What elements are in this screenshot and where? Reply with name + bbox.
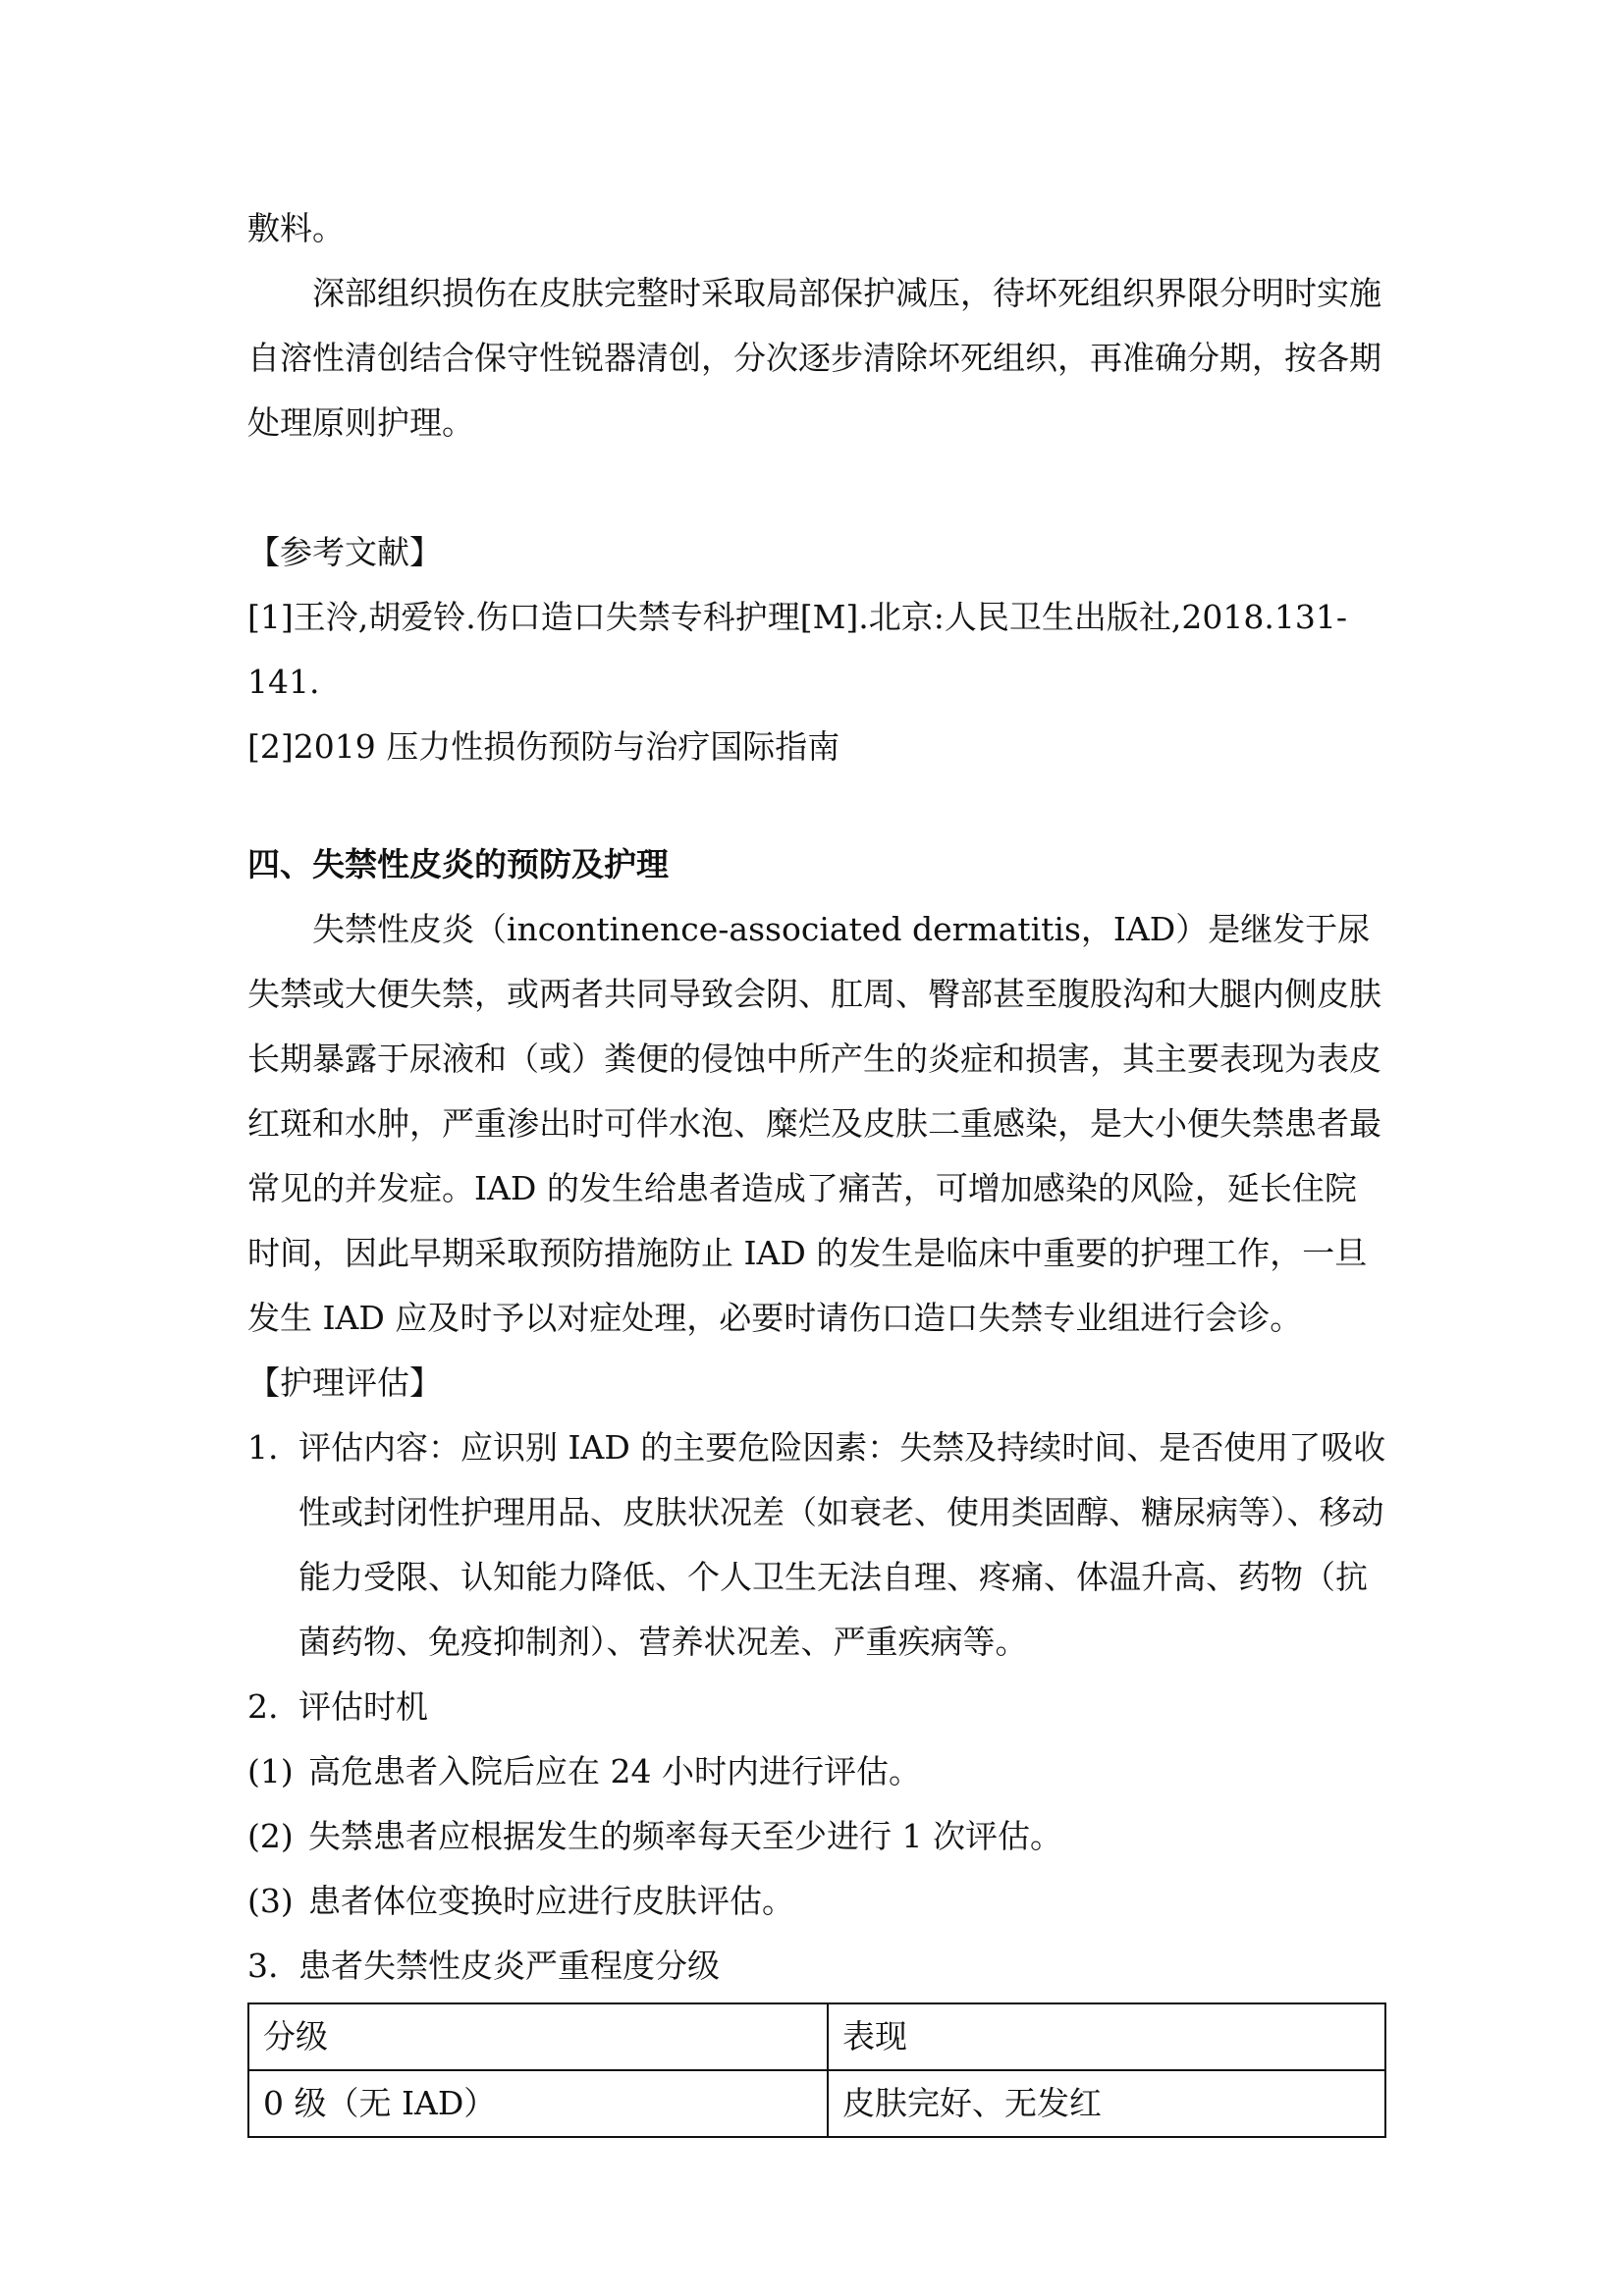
- iad-severity-table: [247, 2002, 1386, 2138]
- table-cell-grade: 0 级（无 IAD）: [248, 2070, 828, 2137]
- assessment-item-2: [247, 1675, 1386, 1739]
- subitem-text: 患者体位变换时应进行皮肤评估。: [308, 1882, 794, 1920]
- item-text: 患者失禁性皮炎严重程度分级: [298, 1947, 720, 1985]
- table-header-row: [248, 2003, 1385, 2070]
- document-page: [247, 196, 1386, 2138]
- subitem-number: (2): [247, 1817, 294, 1855]
- spacer: [247, 779, 1386, 832]
- item-number: 1.: [247, 1428, 279, 1467]
- assessment-subitem-3: [247, 1869, 1386, 1934]
- subitem-number: (3): [247, 1882, 294, 1920]
- assessment-subitem-2: [247, 1804, 1386, 1869]
- table-header-manifestation: 表现: [828, 2003, 1385, 2070]
- table-header-grade: 分级: [248, 2003, 828, 2070]
- table-row: [248, 2070, 1385, 2137]
- item-text: 评估时机: [298, 1687, 428, 1726]
- assessment-subitem-1: [247, 1739, 1386, 1804]
- reference-item-2: [2]2019 压力性损伤预防与治疗国际指南: [247, 727, 840, 766]
- reference-item-1: [1]王泠,胡爱铃.伤口造口失禁专科护理[M].北京:人民卫生出版社,2018.131-141.: [247, 598, 1347, 701]
- assessment-item-3: [247, 1934, 1386, 1999]
- section-title: 四、失禁性皮炎的预防及护理: [247, 845, 669, 883]
- item-number: 2.: [247, 1687, 279, 1726]
- assessment-heading: 【护理评估】: [247, 1363, 442, 1402]
- assessment-item-1: [247, 1415, 1386, 1675]
- section-intro-paragraph: 失禁性皮炎（incontinence-associated dermatitis，IAD）是继发于尿失禁或大便失禁，或两者共同导致会阴、肛周、臀部甚至腹股沟和大腿内侧皮肤长期暴露于尿液和（或）粪便的侵蚀中所产生的炎症和损害，其主要表现为表皮红斑和水肿，严重渗出时可伴水泡、糜烂及皮肤二重感染，是大小便失禁患者最常见的并发症。IAD 的发生给患者造成了痛苦，可增加感染的风险，延长住院时间，因此早期采取预防措施防止 IAD 的发生是临床中重要的护理工作，一旦发生 IAD 应及时予以对症处理，必要时请伤口造口失禁专业组进行会诊。: [247, 910, 1381, 1337]
- subitem-number: (1): [247, 1752, 294, 1790]
- continuation-text: 敷料。: [247, 209, 345, 247]
- item-text: 评估内容：应识别 IAD 的主要危险因素：失禁及持续时间、是否使用了吸收性或封闭性护理用品、皮肤状况差（如衰老、使用类固醇、糖尿病等）、移动能力受限、认知能力降低、个人卫生无法自理、疼痛、体温升高、药物（抗菌药物、免疫抑制剂）、营养状况差、严重疾病等。: [298, 1428, 1386, 1661]
- table-cell-manifestation: 皮肤完好、无发红: [828, 2070, 1385, 2137]
- subitem-text: 失禁患者应根据发生的频率每天至少进行 1 次评估。: [308, 1817, 1062, 1855]
- references-heading: 【参考文献】: [247, 533, 442, 571]
- subitem-text: 高危患者入院后应在 24 小时内进行评估。: [308, 1752, 921, 1790]
- deep-tissue-paragraph: 深部组织损伤在皮肤完整时采取局部保护减压，待坏死组织界限分明时实施自溶性清创结合保守性锐器清创，分次逐步清除坏死组织，再准确分期，按各期处理原则护理。: [247, 274, 1381, 442]
- spacer: [247, 455, 1386, 520]
- item-number: 3.: [247, 1947, 279, 1985]
